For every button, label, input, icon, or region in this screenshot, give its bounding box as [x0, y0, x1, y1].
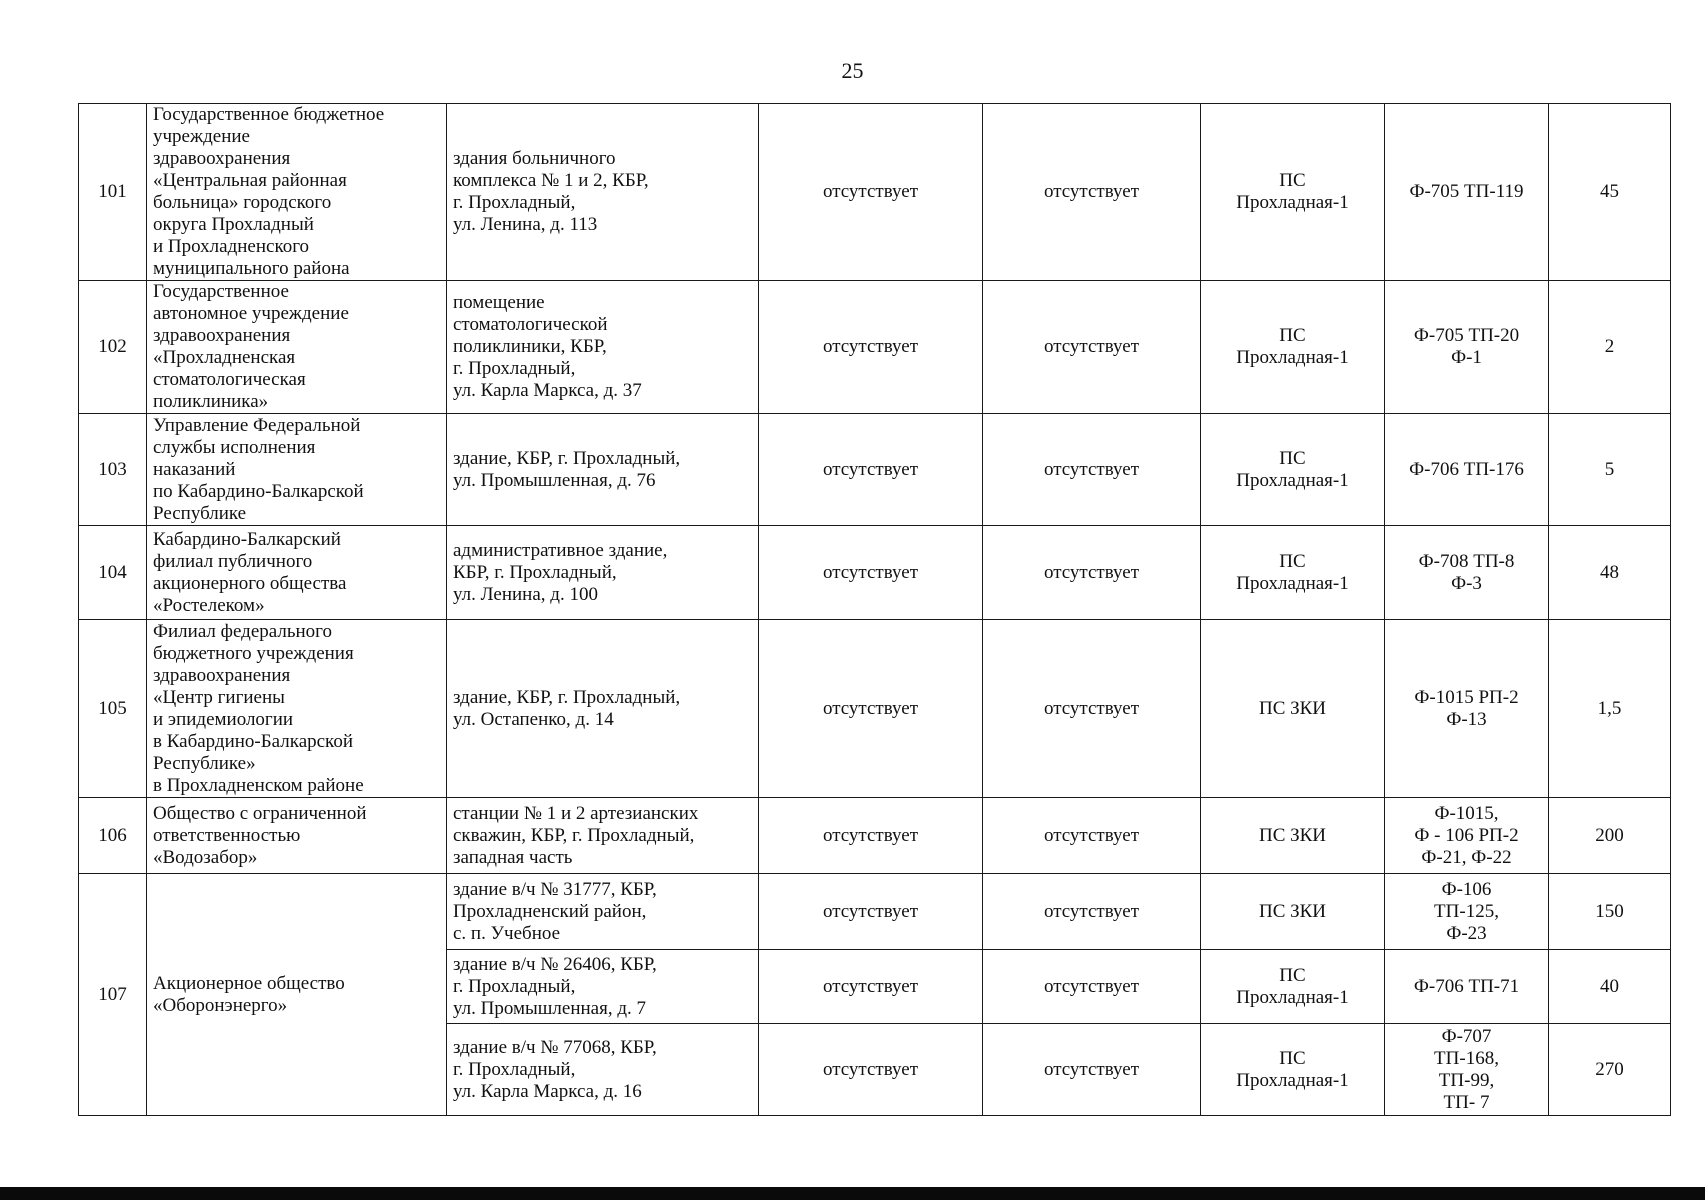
- substation: ПС Прохладная-1: [1201, 104, 1385, 281]
- table-row: [79, 620, 1671, 798]
- feeder: Ф-706 ТП-176: [1385, 414, 1549, 526]
- organization-name: Кабардино-Балкарский филиал публичного акционерного общества «Ростелеком»: [147, 526, 447, 620]
- substation: ПС ЗКИ: [1201, 874, 1385, 950]
- row-number: 101: [79, 104, 147, 281]
- table-row: [79, 414, 1671, 526]
- substation: ПС Прохладная-1: [1201, 526, 1385, 620]
- cell-status-2: отсутствует: [983, 874, 1201, 950]
- facility-address: здание в/ч № 77068, КБР, г. Прохладный, ул. Карла Маркса, д. 16: [447, 1024, 759, 1116]
- cell-status-1: отсутствует: [759, 620, 983, 798]
- cell-status-1: отсутствует: [759, 798, 983, 874]
- feeder: Ф-106 ТП-125, Ф-23: [1385, 874, 1549, 950]
- scan-bottom-border: [0, 1187, 1705, 1200]
- table-row: [79, 526, 1671, 620]
- facility-address: здание в/ч № 26406, КБР, г. Прохладный, ул. Промышленная, д. 7: [447, 950, 759, 1024]
- substation: ПС Прохладная-1: [1201, 414, 1385, 526]
- organization-name: Филиал федерального бюджетного учреждения здравоохранения «Центр гигиены и эпидемиологии в Кабардино-Балкарской Республике» в Прохладненском районе: [147, 620, 447, 798]
- facility-address: здание в/ч № 31777, КБР, Прохладненский район, с. п. Учебное: [447, 874, 759, 950]
- cell-status-1: отсутствует: [759, 414, 983, 526]
- cell-status-1: отсутствует: [759, 950, 983, 1024]
- cell-status-2: отсутствует: [983, 526, 1201, 620]
- cell-status-1: отсутствует: [759, 526, 983, 620]
- table-row: [79, 104, 1671, 281]
- feeder: Ф-1015 РП-2 Ф-13: [1385, 620, 1549, 798]
- facility-address: здания больничного комплекса № 1 и 2, КБР, г. Прохладный, ул. Ленина, д. 113: [447, 104, 759, 281]
- row-number: 103: [79, 414, 147, 526]
- value: 40: [1549, 950, 1671, 1024]
- organization-name: Государственное автономное учреждение здравоохранения «Прохладненская стоматологическая поликлиника»: [147, 281, 447, 414]
- page-number: 25: [841, 58, 864, 83]
- cell-status-2: отсутствует: [983, 620, 1201, 798]
- facilities-table: [78, 103, 1671, 1116]
- substation: ПС ЗКИ: [1201, 798, 1385, 874]
- cell-status-2: отсутствует: [983, 798, 1201, 874]
- row-number: 102: [79, 281, 147, 414]
- cell-status-1: отсутствует: [759, 874, 983, 950]
- row-number: 106: [79, 798, 147, 874]
- organization-name: Общество с ограниченной ответственностью «Водозабор»: [147, 798, 447, 874]
- substation: ПС Прохладная-1: [1201, 950, 1385, 1024]
- substation: ПС Прохладная-1: [1201, 1024, 1385, 1116]
- substation: ПС Прохладная-1: [1201, 281, 1385, 414]
- cell-status-1: отсутствует: [759, 1024, 983, 1116]
- feeder: Ф-705 ТП-119: [1385, 104, 1549, 281]
- row-number: 105: [79, 620, 147, 798]
- feeder: Ф-707 ТП-168, ТП-99, ТП- 7: [1385, 1024, 1549, 1116]
- value: 270: [1549, 1024, 1671, 1116]
- organization-name: Акционерное общество «Оборонэнерго»: [147, 874, 447, 1116]
- facility-address: станции № 1 и 2 артезианских скважин, КБР, г. Прохладный, западная часть: [447, 798, 759, 874]
- feeder: Ф-1015, Ф - 106 РП-2 Ф-21, Ф-22: [1385, 798, 1549, 874]
- organization-name: Управление Федеральной службы исполнения наказаний по Кабардино-Балкарской Республике: [147, 414, 447, 526]
- facility-address: здание, КБР, г. Прохладный, ул. Промышленная, д. 76: [447, 414, 759, 526]
- value: 5: [1549, 414, 1671, 526]
- value: 200: [1549, 798, 1671, 874]
- cell-status-2: отсутствует: [983, 281, 1201, 414]
- table-row: [79, 798, 1671, 874]
- facility-address: помещение стоматологической поликлиники, КБР, г. Прохладный, ул. Карла Маркса, д. 37: [447, 281, 759, 414]
- cell-status-2: отсутствует: [983, 1024, 1201, 1116]
- table-row: [79, 874, 1671, 950]
- feeder: Ф-708 ТП-8 Ф-3: [1385, 526, 1549, 620]
- organization-name: Государственное бюджетное учреждение здравоохранения «Центральная районная больница» городского округа Прохладный и Прохладненского муниципального района: [147, 104, 447, 281]
- cell-status-2: отсутствует: [983, 414, 1201, 526]
- cell-status-2: отсутствует: [983, 950, 1201, 1024]
- row-number: 107: [79, 874, 147, 1116]
- value: 2: [1549, 281, 1671, 414]
- value: 48: [1549, 526, 1671, 620]
- facility-address: административное здание, КБР, г. Прохладный, ул. Ленина, д. 100: [447, 526, 759, 620]
- table-row: [79, 281, 1671, 414]
- cell-status-1: отсутствует: [759, 281, 983, 414]
- value: 45: [1549, 104, 1671, 281]
- cell-status-2: отсутствует: [983, 104, 1201, 281]
- value: 1,5: [1549, 620, 1671, 798]
- feeder: Ф-706 ТП-71: [1385, 950, 1549, 1024]
- facility-address: здание, КБР, г. Прохладный, ул. Остапенко, д. 14: [447, 620, 759, 798]
- substation: ПС ЗКИ: [1201, 620, 1385, 798]
- value: 150: [1549, 874, 1671, 950]
- row-number: 104: [79, 526, 147, 620]
- feeder: Ф-705 ТП-20 Ф-1: [1385, 281, 1549, 414]
- cell-status-1: отсутствует: [759, 104, 983, 281]
